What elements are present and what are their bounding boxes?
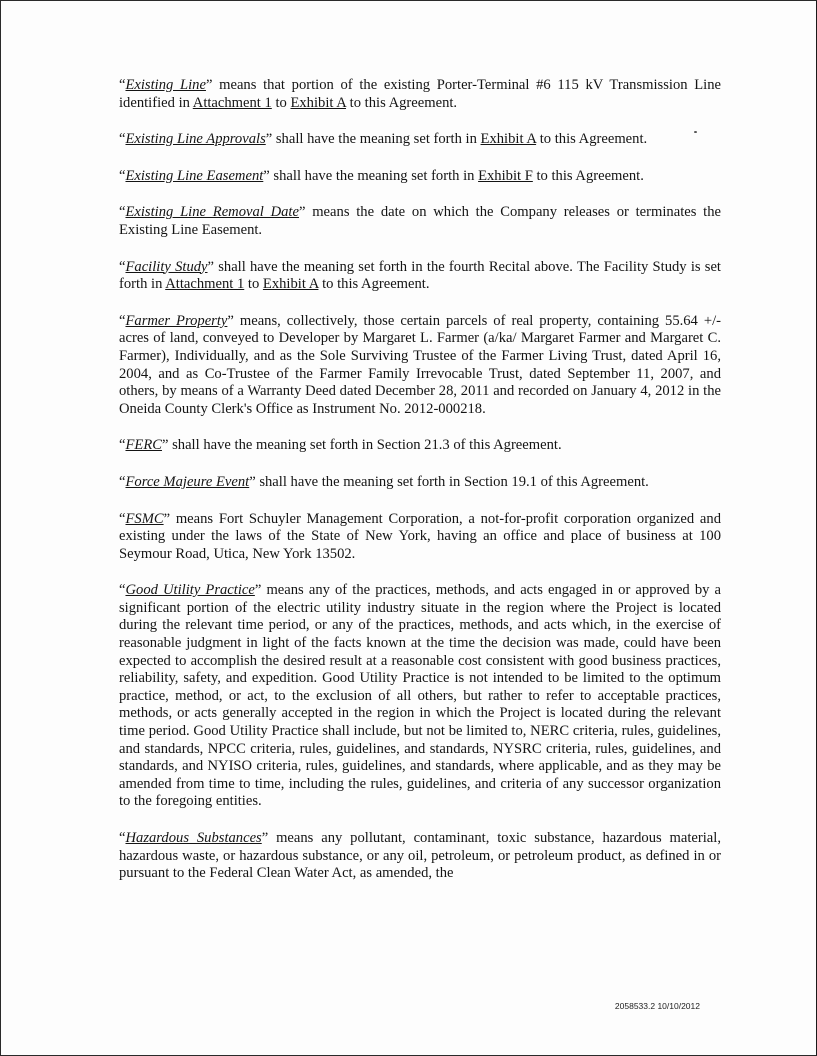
defined-term: Hazardous Substances <box>125 830 262 846</box>
defined-term: Existing Line Removal Date <box>125 204 299 221</box>
definition-existing-line: “Existing Line” means that portion of the existing Porter-Terminal #6 115 kV Transmission Line identified in Attachment 1 to Exhibit A to this Agreement. <box>119 77 721 111</box>
definition-fsmc: “FSMC” means Fort Schuyler Management Corporation, a not-for-profit corporation organized and existing under the laws of the State of New York, having an office and place of business at 100 Seymour Road, Utica, New York 13502. <box>119 510 721 562</box>
definition-existing-line-easement: “Existing Line Easement” shall have the meaning set forth in Exhibit F to this Agreement. <box>119 167 644 184</box>
definition-existing-line-removal-date: “Existing Line Removal Date” means the date on which the Company releases or terminates the Existing Line Easement. <box>119 204 721 238</box>
definitions-list <box>119 77 721 902</box>
definition-text: means the date on which the Company releases or terminates the Existing Line Easement. <box>119 204 721 238</box>
definition-farmer-property: “Farmer Property” means, collectively, those certain parcels of real property, containing 55.64 +/- acres of land, conveyed to Developer by Margaret L. Farmer (a/ka/ Margaret Farmer and Margaret C. Farmer), Individually, and as the Sole Surviving Trustee of the Farmer Living Trust, dated April 16, 2004, and as Co-Trustee of the Farmer Family Irrevocable Trust, dated September 11, 2007, and others, by means of a Warranty Deed dated December 28, 2011 and recorded on January 4, 2012 in the Oneida County Clerk's Office as Instrument No. 2012-000218. <box>119 312 721 417</box>
defined-term: Facility Study <box>125 258 208 275</box>
attachment-reference: Attachment 1 <box>192 94 272 111</box>
defined-term: FERC <box>125 437 162 454</box>
defined-term: Existing Line Approvals <box>125 131 266 148</box>
definition-force-majeure-event: “Force Majeure Event” shall have the meaning set forth in Section 19.1 of this Agreement. <box>119 473 649 490</box>
definition-text: means any of the practices, methods, and acts engaged in or approved by a significant portion of the electric utility industry situate in the region where the Project is located during the relevant time period, or any of the practices, methods, and acts which, in the exercise of reasonable judgment in light of the facts known at the time the decision was made, could have been expected to accomplish the desired result at a reasonable cost consistent with good business practices, reliability, safety, and expedition. Good Utility Practice is not intended to be limited to the optimum practice, method, or act, to the exclusion of all others, but rather to refer to acceptable practices, methods, or acts generally accepted in the region in which the Project is located during the relevant time period. Good Utility Practice shall include, but not be limited to, NERC criteria, rules, guidelines, and standards, NPCC criteria, rules, guidelines, and standards, NYSRC criteria, rules, guidelines, and standards, and NYISO criteria, rules, guidelines, and standards, where applicable, and as they may be amended from time to time, including the rules, guidelines, and criteria of any successor organization to the foregoing entities. <box>119 582 722 810</box>
defined-term: Existing Line <box>125 77 206 93</box>
exhibit-reference: Exhibit A <box>290 94 347 111</box>
definition-text: means any pollutant, contaminant, toxic substance, hazardous material, hazardous waste, or hazardous substance, or any oil, petroleum, or petroleum product, as defined in or pursuant to the Federal Clean Water Act, as amended, the <box>119 830 721 882</box>
defined-term: Good Utility Practice <box>125 582 255 599</box>
attachment-reference: Attachment 1 <box>165 276 245 293</box>
defined-term: FSMC <box>125 510 164 527</box>
definition-ferc: “FERC” shall have the meaning set forth in Section 21.3 of this Agreement. <box>119 437 562 454</box>
defined-term: Force Majeure Event <box>125 473 250 490</box>
definition-text: shall have the meaning set forth in Section 19.1 of this Agreement. <box>255 473 649 490</box>
definition-text: means Fort Schuyler Management Corporation, a not-for-profit corporation organized and existing under the laws of the State of New York, having an office and place of business at 100 Seymour Road, Utica, New York 13502. <box>119 510 721 562</box>
exhibit-reference: Exhibit A <box>262 276 319 293</box>
defined-term: Existing Line Easement <box>125 167 264 184</box>
definition-facility-study: “Facility Study” shall have the meaning set forth in the fourth Recital above. The Facility Study is set forth in Attachment 1 to Exhibit A to this Agreement. <box>119 258 721 293</box>
defined-term: Farmer Property <box>125 312 228 329</box>
definition-hazardous-substances: “Hazardous Substances” means any pollutant, contaminant, toxic substance, hazardous material, hazardous waste, or hazardous substance, or any oil, petroleum, or petroleum product, as defined in or pursuant to the Federal Clean Water Act, as amended, the <box>119 830 721 882</box>
exhibit-reference: Exhibit F <box>478 167 533 184</box>
document-footer-id: 2058533.2 10/10/2012 <box>614 1001 700 1011</box>
definition-text: means, collectively, those certain parcels of real property, containing 55.64 +/- acres of land, conveyed to Developer by Margaret L. Farmer (a/ka/ Margaret Farmer and Margaret C. Farmer), Individually, and as the Sole Surviving Trustee of the Farmer Living Trust, dated April 16, 2004, and as Co-Trustee of the Farmer Family Irrevocable Trust, dated September 11, 2007, and others, by means of a Warranty Deed dated December 28, 2011 and recorded on January 4, 2012 in the Oneida County Clerk's Office as Instrument No. 2012-000218. <box>119 312 721 417</box>
definition-existing-line-approvals: “Existing Line Approvals” shall have the meaning set forth in Exhibit A to this Agreement. <box>119 131 648 148</box>
definition-good-utility-practice: “Good Utility Practice” means any of the practices, methods, and acts engaged in or approved by a significant portion of the electric utility industry situate in the region where the Project is located during the relevant time period, or any of the practices, methods, and acts which, in the exercise of reasonable judgment in light of the facts known at the time the decision was made, could have been expected to accomplish the desired result at a reasonable cost consistent with good business practices, reliability, safety, and expedition. Good Utility Practice is not intended to be limited to the optimum practice, method, or act, to the exclusion of all others, but rather to refer to acceptable practices, methods, or acts generally accepted in the region in which the Project is located during the relevant time period. Good Utility Practice shall include, but not be limited to, NERC criteria, rules, guidelines, and standards, NPCC criteria, rules, guidelines, and standards, NYSRC criteria, rules, guidelines, and standards, and NYISO criteria, rules, guidelines, and standards, where applicable, and as they may be amended from time to time, including the rules, guidelines, and criteria of any successor organization to the foregoing entities. <box>119 582 722 810</box>
exhibit-reference: Exhibit A <box>480 131 537 148</box>
definition-text: shall have the meaning set forth in Section 21.3 of this Agreement. <box>168 437 562 454</box>
